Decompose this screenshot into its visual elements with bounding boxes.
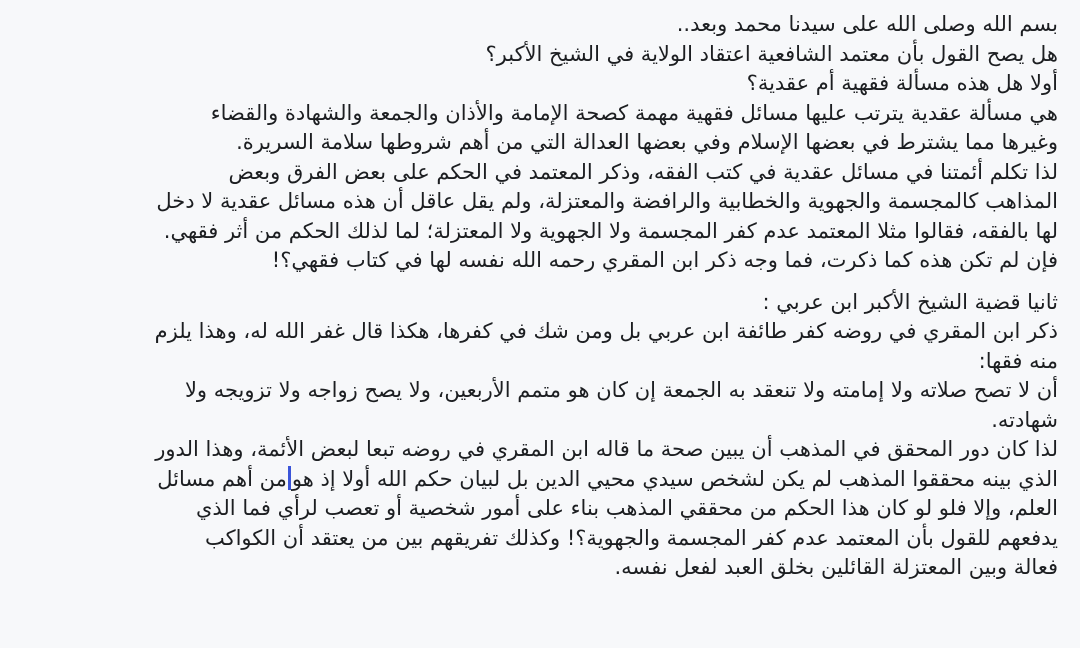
- text-line: فإن لم تكن هذه كما ذكرت، فما وجه ذكر ابن المقري رحمه الله نفسه لها في كتاب فقهي؟!: [271, 248, 1058, 272]
- post-text: [18, 10, 1058, 583]
- text-after-cursor: من أهم مسائل: [157, 466, 287, 491]
- text-line: لذا كان دور المحقق في المذهب أن يبين صحة ما قاله ابن المقري في روضه تبعا لبعض الأئمة، وهذا الدور: [155, 437, 1058, 461]
- text-line: منه فقها:: [978, 348, 1058, 373]
- text-line-with-cursor[interactable]: [18, 465, 1058, 495]
- text-line: وغيرها مما يشترط في بعضها الإسلام وفي بعضها العدالة التي من أهم شروطها سلامة السريرة.: [236, 130, 1058, 154]
- text-line: شهادته.: [991, 407, 1058, 432]
- text-line: يدفعهم للقول بأن المعتمد عدم كفر المجسمة والجهوية؟! وكذلك تفريقهم بين من يعتقد أن الكواكب: [204, 525, 1058, 550]
- text-line: ذكر ابن المقري في روضه كفر طائفة ابن عربي بل ومن شك في كفرها، هكذا قال غفر الله له، وهذا يلزم: [154, 319, 1058, 343]
- text-line: فعالة وبين المعتزلة القائلين بخلق العبد لفعل نفسه.: [614, 555, 1058, 579]
- text-cursor: [288, 466, 291, 490]
- paragraph-gap: [18, 276, 1058, 288]
- text-before-cursor: الذي بينه محققوا المذهب لم يكن لشخص سيدي محيي الدين بل لبيان حكم الله أولا إذ هو: [291, 466, 1058, 491]
- text-line: أولا هل هذه مسألة فقهية أم عقدية؟: [746, 71, 1058, 95]
- text-line: هي مسألة عقدية يترتب عليها مسائل فقهية مهمة كصحة الإمامة والأذان والجمعة والشهادة والقضاء: [210, 100, 1058, 125]
- text-line: هل يصح القول بأن معتمد الشافعية اعتقاد الولاية في الشيخ الأكبر؟: [485, 41, 1058, 66]
- text-line: لذا تكلم أئمتنا في مسائل عقدية في كتب الفقه، وذكر المعتمد في الحكم على بعض الفرق وبعض: [228, 159, 1058, 184]
- text-line: العلم، وإلا فلو لو كان هذا الحكم من محققي المذهب بناء على أمور شخصية أو تعصب لرأي فما الذي: [195, 496, 1058, 520]
- text-line: لها بالفقه، فقالوا مثلا المعتمد عدم كفر المجسمة ولا الجهوية ولا المعتزلة؛ لما لذلك الحكم من أثر فقهي.: [163, 218, 1058, 243]
- text-line: بسم الله وصلى الله على سيدنا محمد وبعد..: [676, 12, 1058, 36]
- text-line: ثانيا قضية الشيخ الأكبر ابن عربي :: [762, 289, 1058, 314]
- text-line: المذاهب كالمجسمة والجهوية والخطابية والرافضة والمعتزلة، ولم يقل عاقل أن هذه مسائل عقدية لا دخل: [156, 189, 1058, 213]
- text-line: أن لا تصح صلاته ولا إمامته ولا تنعقد به الجمعة إن كان هو متمم الأربعين، ولا يصح زواجه ولا تزويجه ولا: [184, 378, 1058, 402]
